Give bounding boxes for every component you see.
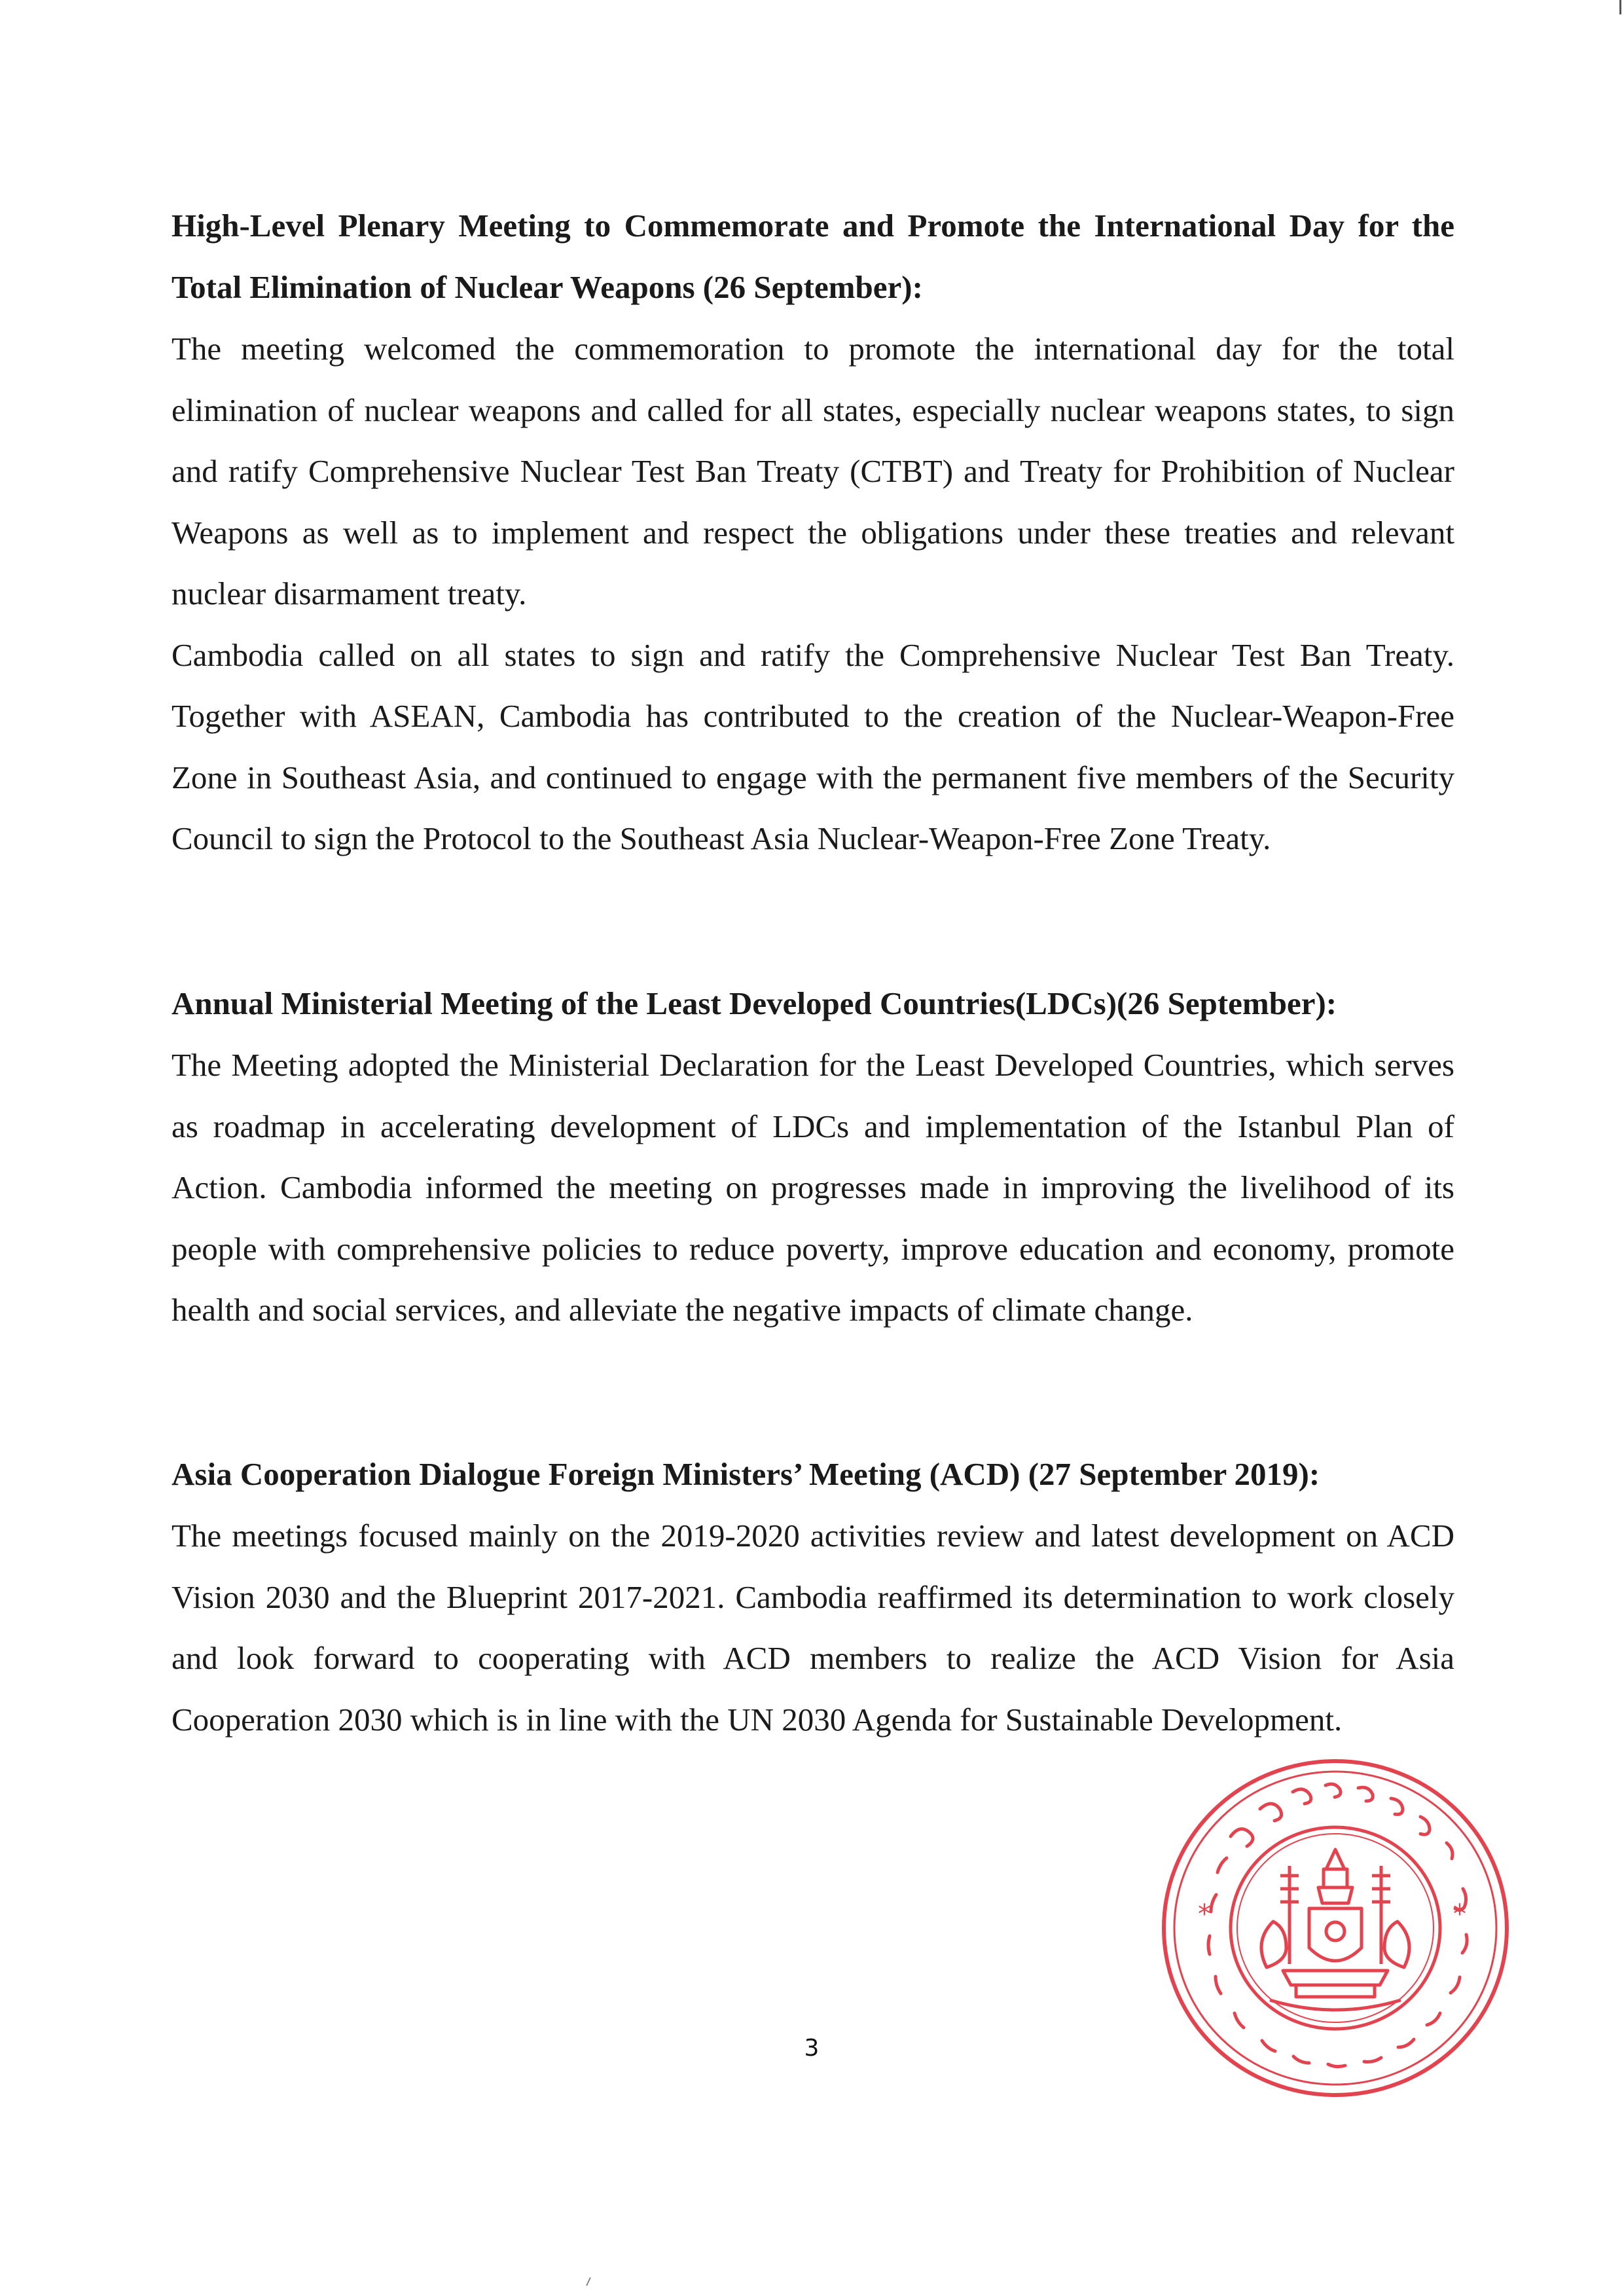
section-paragraph: The Meeting adopted the Ministerial Declaration for the Least Developed Countries, which serves as roadmap in accelerating development of LDCs and implementation of the Istanbul Plan of Action. Cambodia informed the meeting on progresses made in improving the livelihood of its people with comprehensive policies to reduce poverty, improve education and economy, promote health and social services, and alleviate the negative impacts of climate change. <box>171 1047 1454 1328</box>
section-acd <box>171 1444 1454 1750</box>
scan-edge-mark <box>1619 0 1621 14</box>
section-paragraph: The meeting welcomed the commemoration to promote the international day for the total elimination of nuclear weapons and called for all states, especially nuclear weapons states, to sign and ratify Comprehensive Nuclear Test Ban Treaty (CTBT) and Treaty for Prohibition of Nuclear Weapons as well as to implement and respect the obligations under these treaties and relevant nuclear disarmament treaty. <box>171 331 1454 611</box>
svg-text:*: * <box>1453 1899 1466 1929</box>
section-ldcs <box>171 973 1454 1341</box>
section-heading: High-Level Plenary Meeting to Commemorate and Promote the International Day for the Total Elimination of Nuclear Weapons (26 September): <box>171 208 1454 305</box>
section-paragraph: The meetings focused mainly on the 2019-2020 activities review and latest development on ACD Vision 2030 and the Blueprint 2017-2021. Cambodia reaffirmed its determination to work closely and look forward to cooperating with ACD members to realize the ACD Vision for Asia Cooperation 2030 which is in line with the UN 2030 Agenda for Sustainable Development. <box>171 1518 1454 1738</box>
scan-artifact-mark <box>586 2277 591 2286</box>
page-number: 3 <box>804 2035 820 2062</box>
section-paragraph: Cambodia called on all states to sign and ratify the Comprehensive Nuclear Test Ban Treaty. Together with ASEAN, Cambodia has contributed to the creation of the Nuclear-Weapon-Free Zone in Southeast Asia, and continued to engage with the permanent five members of the Security Council to sign the Protocol to the Southeast Asia Nuclear-Weapon-Free Zone Treaty. <box>171 636 1454 856</box>
svg-text:*: * <box>1198 1899 1211 1929</box>
section-heading: Asia Cooperation Dialogue Foreign Ministers’ Meeting (ACD) (27 September 2019): <box>171 1456 1320 1492</box>
section-nuclear-weapons <box>171 195 1454 869</box>
section-heading: Annual Ministerial Meeting of the Least Developed Countries(LDCs)(26 September): <box>171 985 1337 1021</box>
official-seal-icon <box>1152 1751 1519 2105</box>
